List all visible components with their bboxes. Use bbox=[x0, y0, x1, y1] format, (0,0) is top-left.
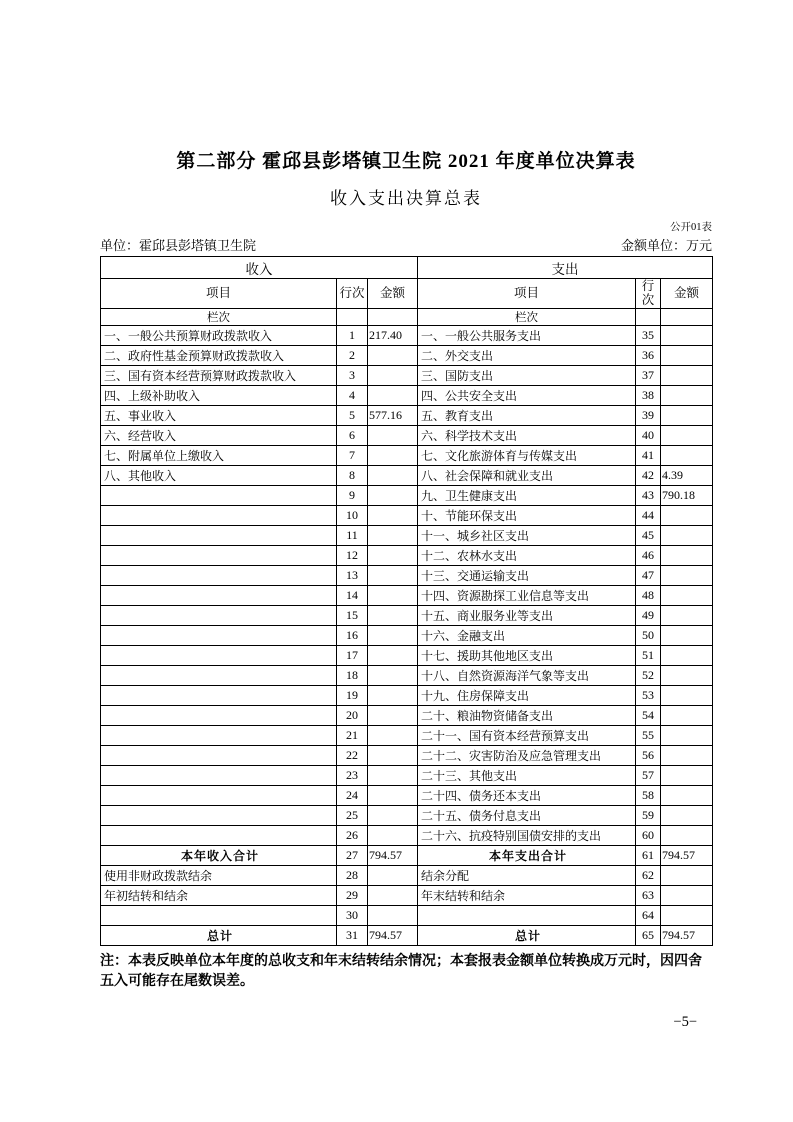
expense-amount-header: 金额 bbox=[661, 279, 713, 309]
expense-amount-cell bbox=[661, 626, 713, 646]
table-row bbox=[101, 526, 713, 546]
expense-line-cell: 53 bbox=[636, 686, 661, 706]
expense-line-cell: 48 bbox=[636, 586, 661, 606]
table-row bbox=[101, 586, 713, 606]
expense-amount-cell bbox=[661, 506, 713, 526]
income-amount-cell bbox=[368, 886, 418, 906]
income-line-cell: 21 bbox=[337, 726, 368, 746]
table-row bbox=[101, 646, 713, 666]
expense-line-cell: 46 bbox=[636, 546, 661, 566]
table-row bbox=[101, 846, 713, 866]
expense-item-cell: 本年支出合计 bbox=[418, 846, 636, 866]
expense-item-cell: 十九、住房保障支出 bbox=[418, 686, 636, 706]
expense-amount-cell bbox=[661, 526, 713, 546]
amount-unit-label: 金额单位：万元 bbox=[620, 238, 712, 253]
table-row bbox=[101, 906, 713, 926]
table-row bbox=[101, 346, 713, 366]
table-row bbox=[101, 446, 713, 466]
expense-item-cell: 二十四、债务还本支出 bbox=[418, 786, 636, 806]
income-amount-cell bbox=[368, 426, 418, 446]
table-row bbox=[101, 806, 713, 826]
expense-line-cell: 63 bbox=[636, 886, 661, 906]
table-row bbox=[101, 426, 713, 446]
expense-line-cell: 65 bbox=[636, 926, 661, 946]
income-line-cell: 16 bbox=[337, 626, 368, 646]
income-amount-cell: 217.40 bbox=[368, 326, 418, 346]
expense-item-cell: 十五、商业服务业等支出 bbox=[418, 606, 636, 626]
income-line-cell: 7 bbox=[337, 446, 368, 466]
income-item-cell bbox=[101, 726, 337, 746]
income-item-cell: 三、国有资本经营预算财政拨款收入 bbox=[101, 366, 337, 386]
table-row bbox=[101, 466, 713, 486]
income-amount-cell bbox=[368, 346, 418, 366]
table-row bbox=[101, 606, 713, 626]
expense-item-cell: 七、文化旅游体育与传媒支出 bbox=[418, 446, 636, 466]
public-table-label: 公开01表 bbox=[670, 222, 712, 233]
empty-cell bbox=[337, 309, 368, 326]
income-line-cell: 28 bbox=[337, 866, 368, 886]
expense-item-cell: 十六、金融支出 bbox=[418, 626, 636, 646]
income-amount-cell: 577.16 bbox=[368, 406, 418, 426]
expense-item-cell: 结余分配 bbox=[418, 866, 636, 886]
expense-line-cell: 50 bbox=[636, 626, 661, 646]
income-item-cell bbox=[101, 786, 337, 806]
table-row bbox=[101, 886, 713, 906]
empty-cell bbox=[661, 309, 713, 326]
expense-line-cell: 59 bbox=[636, 806, 661, 826]
table-row bbox=[101, 506, 713, 526]
income-amount-cell bbox=[368, 786, 418, 806]
income-line-cell: 3 bbox=[337, 366, 368, 386]
section-header-row bbox=[101, 257, 713, 279]
income-line-cell: 10 bbox=[337, 506, 368, 526]
income-item-cell bbox=[101, 686, 337, 706]
expense-lanci-label: 栏次 bbox=[418, 309, 636, 326]
income-item-cell bbox=[101, 506, 337, 526]
table-row bbox=[101, 386, 713, 406]
income-item-cell bbox=[101, 706, 337, 726]
income-item-cell: 五、事业收入 bbox=[101, 406, 337, 426]
income-line-cell: 22 bbox=[337, 746, 368, 766]
income-line-cell: 9 bbox=[337, 486, 368, 506]
expense-amount-cell bbox=[661, 746, 713, 766]
expense-line-cell: 45 bbox=[636, 526, 661, 546]
table-row bbox=[101, 686, 713, 706]
income-line-cell: 27 bbox=[337, 846, 368, 866]
income-item-cell bbox=[101, 806, 337, 826]
expense-amount-cell bbox=[661, 806, 713, 826]
expense-line-cell: 47 bbox=[636, 566, 661, 586]
expense-amount-cell bbox=[661, 366, 713, 386]
expense-item-header: 项目 bbox=[418, 279, 636, 309]
income-item-cell bbox=[101, 746, 337, 766]
expense-amount-cell bbox=[661, 426, 713, 446]
table-row bbox=[101, 366, 713, 386]
expense-line-cell: 43 bbox=[636, 486, 661, 506]
expense-item-cell: 八、社会保障和就业支出 bbox=[418, 466, 636, 486]
income-line-cell: 17 bbox=[337, 646, 368, 666]
expense-item-cell: 十二、农林水支出 bbox=[418, 546, 636, 566]
expense-amount-cell bbox=[661, 686, 713, 706]
expense-line-cell: 55 bbox=[636, 726, 661, 746]
expense-line-cell: 58 bbox=[636, 786, 661, 806]
table-row bbox=[101, 786, 713, 806]
table-row bbox=[101, 826, 713, 846]
income-line-cell: 15 bbox=[337, 606, 368, 626]
expense-amount-cell bbox=[661, 666, 713, 686]
income-item-cell bbox=[101, 666, 337, 686]
expense-item-cell: 十八、自然资源海洋气象等支出 bbox=[418, 666, 636, 686]
income-amount-cell bbox=[368, 686, 418, 706]
document-page bbox=[100, 146, 712, 991]
expense-line-cell: 44 bbox=[636, 506, 661, 526]
table-row bbox=[101, 546, 713, 566]
income-line-cell: 29 bbox=[337, 886, 368, 906]
income-item-cell: 四、上级补助收入 bbox=[101, 386, 337, 406]
expense-amount-cell bbox=[661, 786, 713, 806]
income-item-cell bbox=[101, 626, 337, 646]
expense-line-cell: 42 bbox=[636, 466, 661, 486]
income-amount-cell bbox=[368, 386, 418, 406]
income-amount-cell bbox=[368, 466, 418, 486]
expense-item-cell: 二十五、债务付息支出 bbox=[418, 806, 636, 826]
expense-amount-cell bbox=[661, 586, 713, 606]
expense-line-cell: 56 bbox=[636, 746, 661, 766]
income-line-cell: 1 bbox=[337, 326, 368, 346]
expense-item-cell: 二十、粮油物资储备支出 bbox=[418, 706, 636, 726]
expense-amount-cell bbox=[661, 406, 713, 426]
expense-line-cell: 54 bbox=[636, 706, 661, 726]
income-item-cell: 八、其他收入 bbox=[101, 466, 337, 486]
expense-amount-cell: 4.39 bbox=[661, 466, 713, 486]
expense-amount-cell bbox=[661, 566, 713, 586]
expense-amount-cell bbox=[661, 346, 713, 366]
income-line-cell: 23 bbox=[337, 766, 368, 786]
income-amount-cell bbox=[368, 606, 418, 626]
expense-amount-cell: 794.57 bbox=[661, 926, 713, 946]
table-row bbox=[101, 486, 713, 506]
income-lanci-label: 栏次 bbox=[101, 309, 337, 326]
income-item-cell: 一、一般公共预算财政拨款收入 bbox=[101, 326, 337, 346]
income-item-cell bbox=[101, 606, 337, 626]
income-expense-table bbox=[100, 256, 713, 946]
expense-item-cell: 六、科学技术支出 bbox=[418, 426, 636, 446]
income-amount-cell bbox=[368, 646, 418, 666]
income-amount-cell bbox=[368, 526, 418, 546]
expense-amount-cell bbox=[661, 826, 713, 846]
table-row bbox=[101, 926, 713, 946]
income-amount-cell bbox=[368, 506, 418, 526]
expense-line-cell: 37 bbox=[636, 366, 661, 386]
expense-amount-cell bbox=[661, 386, 713, 406]
income-item-cell: 二、政府性基金预算财政拨款收入 bbox=[101, 346, 337, 366]
income-item-cell bbox=[101, 546, 337, 566]
income-item-cell bbox=[101, 646, 337, 666]
expense-item-cell: 二十二、灾害防治及应急管理支出 bbox=[418, 746, 636, 766]
income-line-cell: 31 bbox=[337, 926, 368, 946]
expense-item-cell: 二十六、抗疫特别国债安排的支出 bbox=[418, 826, 636, 846]
income-line-cell: 8 bbox=[337, 466, 368, 486]
income-amount-cell: 794.57 bbox=[368, 926, 418, 946]
expense-item-cell: 十七、援助其他地区支出 bbox=[418, 646, 636, 666]
expense-item-cell: 十一、城乡社区支出 bbox=[418, 526, 636, 546]
income-item-cell bbox=[101, 526, 337, 546]
expense-item-cell: 四、公共安全支出 bbox=[418, 386, 636, 406]
expense-line-cell: 60 bbox=[636, 826, 661, 846]
income-line-cell: 2 bbox=[337, 346, 368, 366]
document-title: 第二部分 霍邱县彭塔镇卫生院 2021 年度单位决算表 bbox=[176, 151, 636, 172]
expense-line-cell: 41 bbox=[636, 446, 661, 466]
table-row bbox=[101, 626, 713, 646]
expense-line-cell: 62 bbox=[636, 866, 661, 886]
expense-amount-cell bbox=[661, 766, 713, 786]
expense-amount-cell bbox=[661, 326, 713, 346]
table-row bbox=[101, 726, 713, 746]
unit-label: 单位：霍邱县彭塔镇卫生院 bbox=[100, 238, 257, 253]
income-amount-cell bbox=[368, 866, 418, 886]
income-amount-cell bbox=[368, 826, 418, 846]
table-row bbox=[101, 766, 713, 786]
expense-section-header: 支出 bbox=[418, 257, 713, 279]
expense-item-cell: 九、卫生健康支出 bbox=[418, 486, 636, 506]
income-line-cell: 19 bbox=[337, 686, 368, 706]
income-line-cell: 12 bbox=[337, 546, 368, 566]
expense-line-cell: 64 bbox=[636, 906, 661, 926]
income-item-cell bbox=[101, 826, 337, 846]
expense-line-cell: 39 bbox=[636, 406, 661, 426]
income-line-cell: 14 bbox=[337, 586, 368, 606]
expense-line-cell: 57 bbox=[636, 766, 661, 786]
expense-amount-cell bbox=[661, 726, 713, 746]
expense-line-cell: 51 bbox=[636, 646, 661, 666]
income-item-header: 项目 bbox=[101, 279, 337, 309]
expense-item-cell: 二十一、国有资本经营预算支出 bbox=[418, 726, 636, 746]
income-amount-cell bbox=[368, 546, 418, 566]
income-item-cell bbox=[101, 566, 337, 586]
table-row bbox=[101, 866, 713, 886]
income-item-cell: 本年收入合计 bbox=[101, 846, 337, 866]
expense-item-cell: 三、国防支出 bbox=[418, 366, 636, 386]
table-row bbox=[101, 566, 713, 586]
expense-amount-cell bbox=[661, 866, 713, 886]
expense-amount-cell bbox=[661, 706, 713, 726]
income-item-cell: 总计 bbox=[101, 926, 337, 946]
income-amount-cell bbox=[368, 446, 418, 466]
income-line-cell: 24 bbox=[337, 786, 368, 806]
income-item-cell bbox=[101, 486, 337, 506]
table-row bbox=[101, 406, 713, 426]
income-amount-cell bbox=[368, 366, 418, 386]
expense-amount-cell: 794.57 bbox=[661, 846, 713, 866]
table-body bbox=[101, 326, 713, 946]
income-amount-cell bbox=[368, 566, 418, 586]
income-amount-cell bbox=[368, 906, 418, 926]
empty-cell bbox=[368, 309, 418, 326]
income-amount-cell bbox=[368, 486, 418, 506]
expense-item-cell: 十四、资源勘探工业信息等支出 bbox=[418, 586, 636, 606]
income-line-cell: 11 bbox=[337, 526, 368, 546]
income-amount-header: 金额 bbox=[368, 279, 418, 309]
expense-amount-cell bbox=[661, 906, 713, 926]
expense-item-cell: 十、节能环保支出 bbox=[418, 506, 636, 526]
expense-item-cell: 二十三、其他支出 bbox=[418, 766, 636, 786]
income-amount-cell bbox=[368, 806, 418, 826]
income-item-cell bbox=[101, 906, 337, 926]
income-item-cell: 七、附属单位上缴收入 bbox=[101, 446, 337, 466]
expense-line-cell: 35 bbox=[636, 326, 661, 346]
income-amount-cell bbox=[368, 586, 418, 606]
income-item-cell: 六、经营收入 bbox=[101, 426, 337, 446]
income-line-cell: 4 bbox=[337, 386, 368, 406]
table-title: 收入支出决算总表 bbox=[330, 189, 482, 208]
column-header-row bbox=[101, 279, 713, 309]
expense-item-cell: 五、教育支出 bbox=[418, 406, 636, 426]
expense-amount-cell bbox=[661, 546, 713, 566]
income-amount-cell bbox=[368, 666, 418, 686]
income-item-cell: 年初结转和结余 bbox=[101, 886, 337, 906]
income-line-cell: 20 bbox=[337, 706, 368, 726]
table-row bbox=[101, 666, 713, 686]
income-amount-cell bbox=[368, 626, 418, 646]
empty-cell bbox=[636, 309, 661, 326]
income-line-cell: 5 bbox=[337, 406, 368, 426]
expense-amount-cell bbox=[661, 446, 713, 466]
expense-amount-cell bbox=[661, 886, 713, 906]
expense-amount-cell bbox=[661, 606, 713, 626]
expense-item-cell: 一、一般公共服务支出 bbox=[418, 326, 636, 346]
expense-line-cell: 61 bbox=[636, 846, 661, 866]
expense-amount-cell: 790.18 bbox=[661, 486, 713, 506]
income-item-cell bbox=[101, 586, 337, 606]
lanci-row bbox=[101, 309, 713, 326]
table-row bbox=[101, 746, 713, 766]
expense-line-cell: 38 bbox=[636, 386, 661, 406]
expense-amount-cell bbox=[661, 646, 713, 666]
income-amount-cell: 794.57 bbox=[368, 846, 418, 866]
footnote: 注：本表反映单位本年度的总收支和年末结转结余情况；本套报表金额单位转换成万元时，因四舍五入可能存在尾数误差。 bbox=[100, 954, 702, 989]
income-item-cell bbox=[101, 766, 337, 786]
expense-line-cell: 49 bbox=[636, 606, 661, 626]
income-amount-cell bbox=[368, 726, 418, 746]
expense-item-cell bbox=[418, 906, 636, 926]
income-line-header: 行次 bbox=[337, 279, 368, 309]
income-line-cell: 26 bbox=[337, 826, 368, 846]
expense-item-cell: 十三、交通运输支出 bbox=[418, 566, 636, 586]
income-line-cell: 13 bbox=[337, 566, 368, 586]
income-section-header: 收入 bbox=[101, 257, 418, 279]
income-amount-cell bbox=[368, 766, 418, 786]
income-line-cell: 25 bbox=[337, 806, 368, 826]
expense-line-header: 行次 bbox=[636, 279, 661, 309]
income-amount-cell bbox=[368, 746, 418, 766]
expense-item-cell: 年末结转和结余 bbox=[418, 886, 636, 906]
table-row bbox=[101, 706, 713, 726]
expense-line-cell: 40 bbox=[636, 426, 661, 446]
income-amount-cell bbox=[368, 706, 418, 726]
table-row bbox=[101, 326, 713, 346]
table-meta-row bbox=[100, 235, 712, 256]
page-number: −5− bbox=[673, 1014, 697, 1030]
expense-item-cell: 二、外交支出 bbox=[418, 346, 636, 366]
expense-line-cell: 52 bbox=[636, 666, 661, 686]
income-line-cell: 18 bbox=[337, 666, 368, 686]
income-line-cell: 6 bbox=[337, 426, 368, 446]
expense-item-cell: 总计 bbox=[418, 926, 636, 946]
income-item-cell: 使用非财政拨款结余 bbox=[101, 866, 337, 886]
expense-line-cell: 36 bbox=[636, 346, 661, 366]
income-line-cell: 30 bbox=[337, 906, 368, 926]
